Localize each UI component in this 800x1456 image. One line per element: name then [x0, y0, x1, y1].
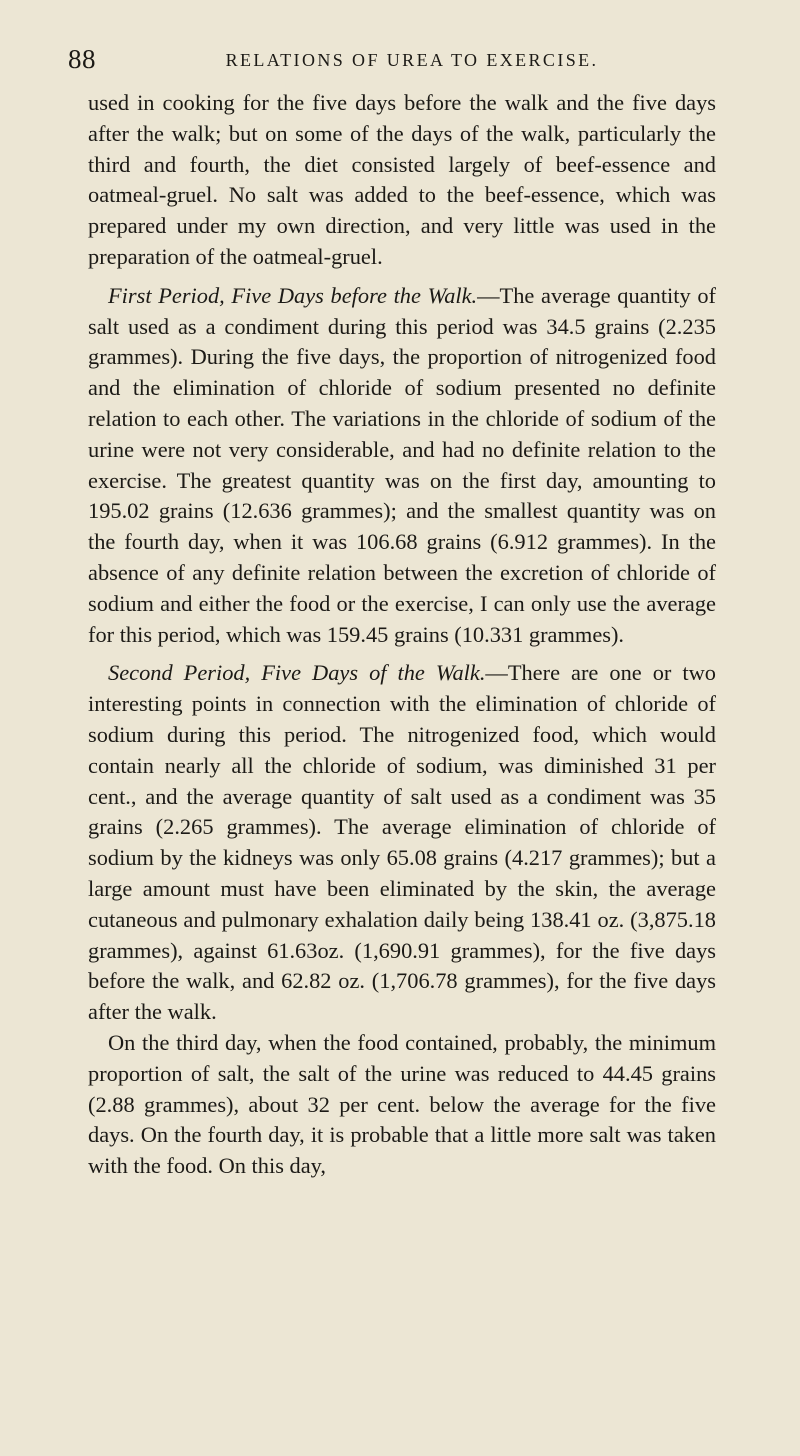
- page-number: 88: [68, 44, 96, 74]
- running-head: RELATIONS OF UREA TO EXERCISE.: [225, 50, 599, 70]
- paragraph-text: —There are one or two interesting points in connection with the elimination of chloride of sodium during this period. The nitrogenized food, which would contain nearly all the chloride of sodium, was diminished 31 per cent., and the average quantity of salt used as a condiment was 35 grains (2.265 grammes). The average elimination of chloride of sodium by the kidneys was only 65.08 grains (4.217 grammes); but a large amount must have been eliminated by the skin, the average cutaneous and pulmonary exhalation daily being 138.41 oz. (3,875.18 grammes), against 61.63oz. (1,690.91 grammes), for the five days before the walk, and 62.82 oz. (1,706.78 grammes), for the five days after the walk.: [88, 660, 716, 1025]
- section-heading-second-period: Second Period, Five Days of the Walk.: [108, 660, 486, 686]
- paragraph-second-period: [88, 658, 716, 1028]
- paragraph-cooking: [88, 88, 716, 273]
- paragraph-text: used in cooking for the five days before the walk and the five days after the walk; but on some of the days of the walk, particularly the third and fourth, the diet consisted largely of beef-essence and oatmeal-gruel. No salt was added to the beef-essence, which was prepared under my own direction, and very little was used in the preparation of the oatmeal-gruel.: [88, 90, 716, 269]
- paragraph-third-day: [88, 1028, 716, 1182]
- paragraph-text: On the third day, when the food contained, probably, the minimum proportion of salt, the salt of the urine was reduced to 44.45 grains (2.88 grammes), about 32 per cent. below the average for the five days. On the fourth day, it is probable that a little more salt was taken with the food. On this day,: [88, 1029, 716, 1179]
- page-header: [68, 44, 716, 74]
- paragraph-first-period: [88, 281, 716, 651]
- paragraph-text: —The average quantity of salt used as a condiment during this period was 34.5 grains (2.235 grammes). During the five days, the proportion of nitrogenized food and the elimination of chloride of sodium presented no definite relation to each other. The variations in the chloride of sodium of the urine were not very considerable, and had no definite relation to the exercise. The greatest quantity was on the first day, amounting to 195.02 grains (12.636 grammes); and the smallest quantity was on the fourth day, when it was 106.68 grains (6.912 grammes). In the absence of any definite relation between the excretion of chloride of sodium and either the food or the exercise, I can only use the average for this period, which was 159.45 grains (10.331 grammes).: [88, 282, 716, 647]
- section-heading-first-period: First Period, Five Days before the Walk.: [108, 282, 478, 308]
- body-text: [88, 88, 716, 1182]
